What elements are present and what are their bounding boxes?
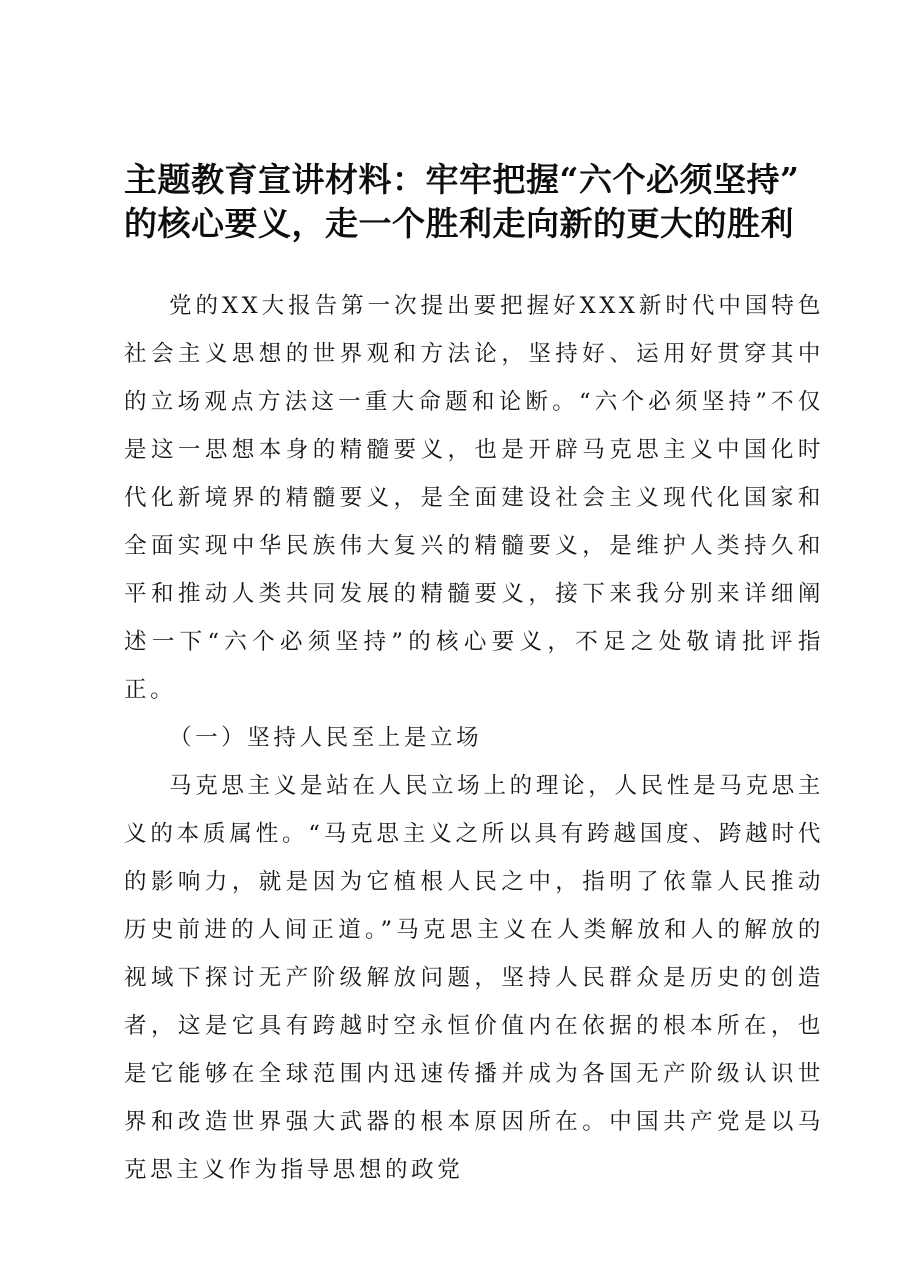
document-title (124, 158, 824, 246)
document-body (124, 282, 824, 1194)
title-line-1: 主题教育宣讲材料：牢牢把握“六个必须坚持” (124, 160, 800, 199)
title-line-2: 的核心要义，走一个胜利走向新的更大的胜利 (124, 204, 794, 243)
section-paragraph: 马克思主义是站在人民立场上的理论，人民性是马克思主义的本质属性。“马克思主义之所以具有跨越国度、跨越时代的影响力，就是因为它植根人民之中，指明了依靠人民推动历史前进的人间正道。”马克思主义在人类解放和人的解放的视域下探讨无产阶级解放问题，坚持人民群众是历史的创造者，这是它具有跨越时空永恒价值内在依据的根本所在，也是它能够在全球范围内迅速传播并成为各国无产阶级认识世界和改造世界强大武器的根本原因所在。中国共产党是以马克思主义作为指导思想的政党 (124, 773, 824, 1183)
section-heading: （一）坚持人民至上是立场 (169, 725, 483, 751)
intro-paragraph: 党的XX大报告第一次提出要把握好XXX新时代中国特色社会主义思想的世界观和方法论，坚持好、运用好贯穿其中的立场观点方法这一重大命题和论断。“六个必须坚持”不仅是这一思想本身的精髓要义，也是开辟马克思主义中国化时代化新境界的精髓要义，是全面建设社会主义现代化国家和全面实现中华民族伟大复兴的精髓要义，是维护人类持久和平和推动人类共同发展的精髓要义，接下来我分别来详细阐述一下“六个必须坚持”的核心要义，不足之处敬请批评指正。 (124, 293, 824, 703)
